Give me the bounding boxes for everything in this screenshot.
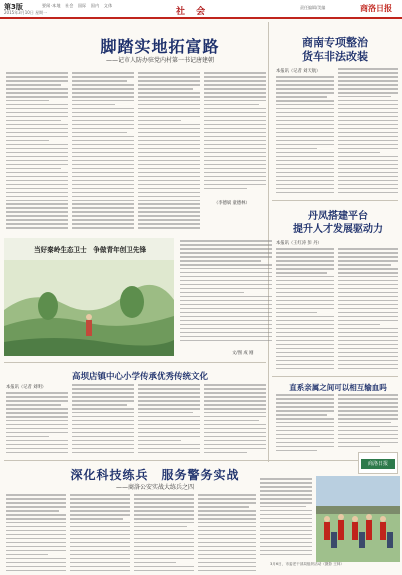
article-body (138, 384, 200, 456)
article-signoff: （李德斌 童德林） (214, 201, 250, 206)
section-divider (4, 362, 266, 363)
development-headline (278, 210, 398, 236)
article-body (6, 392, 68, 456)
article-body (138, 72, 200, 232)
article-body (72, 72, 134, 232)
header-rule (0, 17, 402, 19)
news-photo (316, 476, 400, 562)
article-body (276, 248, 334, 372)
article-body (338, 394, 398, 450)
article-body (204, 384, 266, 456)
landscape-illustration (4, 260, 174, 356)
section-divider (272, 200, 398, 201)
section-nav[interactable]: 要闻·本地 社会 国际 国内 文体 (42, 3, 113, 8)
article-body (260, 478, 312, 560)
byline: 本报讯（记者 刘天航） (276, 69, 321, 74)
article-body (6, 494, 66, 572)
banner-caption: 当好秦岭生态卫士 争做青年创卫先锋 (33, 246, 147, 254)
byline: 本报讯（记者 刘明） (6, 385, 47, 390)
article-body (134, 494, 194, 572)
article-body (338, 68, 398, 196)
school-headline: 高坝店镇中心小学传承优秀传统文化 (71, 372, 208, 382)
blood-headline: 直系亲属之间可以相互输血吗 (289, 383, 387, 392)
newspaper-seal (358, 452, 398, 474)
headline-line: 提升人才发展驱动力 (293, 224, 383, 235)
banner-credit: 文/图 成 刚 (232, 351, 254, 356)
section-divider (4, 460, 398, 461)
headline-line: 丹凤搭建平台 (308, 211, 368, 222)
main-headline: 脚踏实地拓富路 (100, 37, 220, 56)
headline-line: 商南专项整治 (302, 36, 368, 49)
article-body (70, 494, 130, 572)
article-body (338, 248, 398, 372)
editor-info: 责任编辑/美编 (300, 5, 326, 10)
headline-line: 货车非法改装 (302, 50, 368, 63)
byline: 本报讯（王红涛 彭 丹） (276, 241, 322, 246)
seal-text: 商洛日报 (361, 459, 395, 469)
police-headline: 深化科技练兵 服务警务实战 (70, 468, 240, 482)
article-body (276, 394, 334, 456)
page-number: 第3版 (4, 3, 23, 11)
article-body (6, 72, 68, 232)
article-body (180, 240, 272, 348)
photo-banner (4, 238, 174, 356)
section-label: 社 会 (176, 7, 210, 17)
right-top-headline (272, 36, 398, 64)
issue-date: 2015年3月10日 星期一 (4, 10, 48, 15)
section-divider (272, 376, 398, 377)
article-body (276, 76, 334, 196)
main-subhead: ——记市人防办驻党内村第一书记唐建朝 (105, 57, 214, 64)
police-subhead: ——商洛公安实战大练兵之四 (115, 484, 194, 491)
article-body (72, 384, 134, 456)
page-header (0, 0, 402, 18)
group-photo-illustration (316, 476, 400, 562)
newspaper-logo: 商洛日报 (360, 4, 392, 13)
photo-caption: 3月6日，市委老干部局组织活动（摄影 王林） (270, 562, 344, 566)
article-body (198, 494, 256, 572)
article-body (204, 72, 266, 192)
